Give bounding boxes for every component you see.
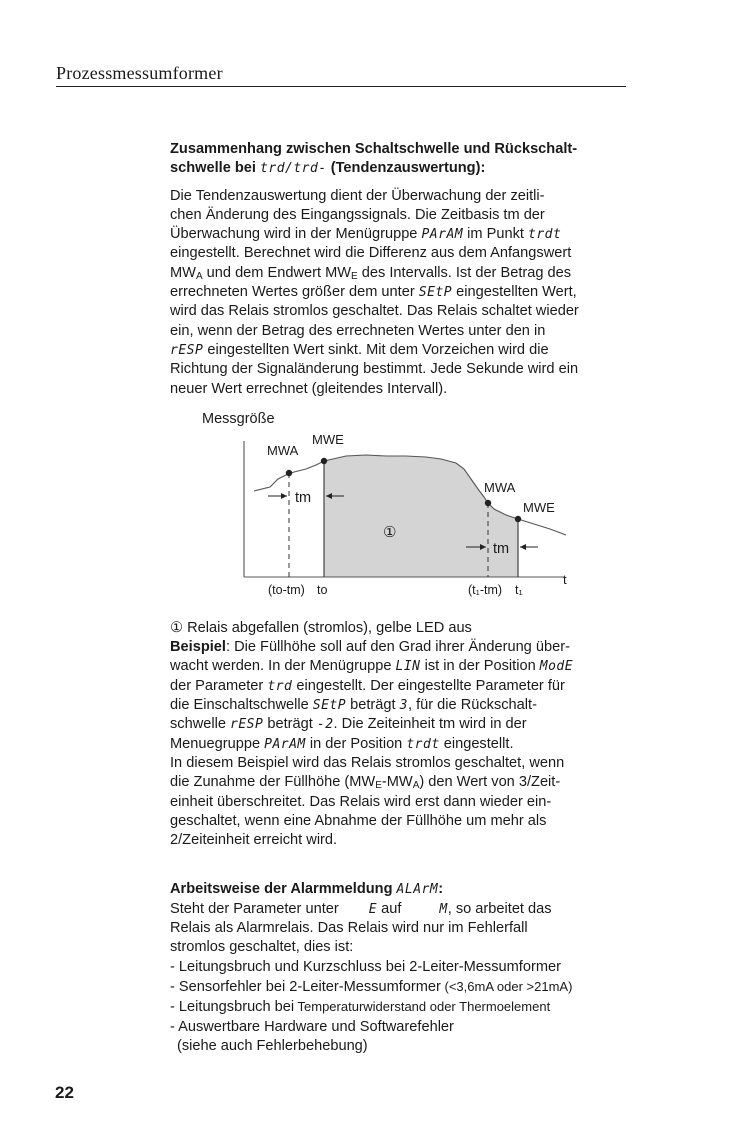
heading-colon: : bbox=[438, 881, 444, 898]
text-line: neuer Wert errechnet (gleitendes Intervall). bbox=[170, 380, 448, 397]
tm-label-1: tm bbox=[295, 489, 312, 506]
section3-paragraph bbox=[170, 880, 625, 1056]
text-line: Richtung der Signaländerung bestimmt. Jede Sekunde wird ein bbox=[170, 361, 579, 378]
text-line: eingestellten Wert sinkt. Mit dem Vorzeichen wird die bbox=[203, 341, 549, 358]
section1-paragraph bbox=[170, 187, 625, 399]
y-axis-label: Messgröße bbox=[202, 410, 275, 427]
text-line: . Die Zeiteinheit tm wird in der bbox=[333, 716, 527, 733]
text-line: 2/Zeiteinheit erreicht wird. bbox=[170, 832, 338, 849]
mwe-label-1: MWE bbox=[312, 431, 344, 447]
bullet-item: - Leitungsbruch und Kurzschluss bei 2-Leiter-Messumformer bbox=[170, 958, 561, 975]
tm-label-2: tm bbox=[493, 540, 510, 557]
text-line: eingestellt. Der eingestellte Parameter für bbox=[292, 677, 565, 694]
text-line: Die Tendenzauswertung dient der Überwachung der zeitli- bbox=[170, 187, 545, 204]
text-line: : Die Füllhöhe soll auf den Grad ihrer Änderung über- bbox=[225, 639, 570, 656]
alarm-heading: Arbeitsweise der Alarmmeldung bbox=[170, 881, 397, 898]
lcd-code: -2 bbox=[316, 717, 334, 733]
mwe-point-1 bbox=[321, 458, 327, 464]
mwa-label-2: MWA bbox=[484, 479, 516, 495]
lcd-code: ModE bbox=[539, 659, 574, 675]
text-line: der Parameter bbox=[170, 677, 268, 694]
text-line: errechneten Wertes größer dem unter bbox=[170, 284, 419, 301]
bullet-item: (siehe auch Fehlerbehebung) bbox=[177, 1037, 368, 1054]
text-line: , für die Rückschalt- bbox=[407, 697, 537, 714]
text-line: ) den Wert von 3/Zeit- bbox=[419, 774, 561, 791]
text-line: geschaltet, wenn eine Abnahme der Füllhöhe um mehr als bbox=[170, 812, 547, 829]
lcd-code: rESP bbox=[230, 717, 264, 733]
heading-line-2: schwelle bei bbox=[170, 160, 261, 177]
lcd-code: 3 bbox=[399, 698, 408, 714]
bullet-item-detail: (<3,6mA oder >21mA) bbox=[440, 978, 573, 994]
lcd-code: trd/trd- bbox=[260, 161, 327, 177]
text-line: in der Position bbox=[305, 735, 407, 752]
lcd-code: SEtP bbox=[418, 285, 453, 301]
text-line: -MW bbox=[381, 774, 413, 791]
x-axis-label: t bbox=[563, 571, 567, 587]
heading-line-2-end: (Tendenzauswertung): bbox=[326, 160, 486, 177]
subscript: A bbox=[195, 270, 203, 282]
text-line: Steht der Parameter unter bbox=[170, 900, 339, 917]
text-line: stromlos geschaltet, dies ist: bbox=[170, 939, 354, 956]
mwa-label-1: MWA bbox=[267, 442, 299, 458]
text-line: die Einschaltschwelle bbox=[170, 697, 313, 714]
page-number: 22 bbox=[55, 1083, 74, 1102]
lcd-code: PArAM bbox=[264, 736, 306, 752]
text-line: In diesem Beispiel wird das Relais stromlos geschaltet, wenn bbox=[170, 754, 565, 771]
lcd-code: E bbox=[368, 901, 378, 917]
lcd-code: ALArM bbox=[396, 882, 439, 898]
text-line: auf bbox=[377, 900, 402, 917]
text-line: wacht werden. In der Menügruppe bbox=[170, 658, 396, 675]
lcd-code: PArAM bbox=[421, 227, 464, 243]
x-tick-t1: t₁ bbox=[515, 582, 523, 597]
lcd-code: SEtP bbox=[312, 698, 347, 714]
mwa-point-1 bbox=[286, 470, 292, 476]
lcd-code: LIN bbox=[395, 659, 421, 675]
text-line: beträgt bbox=[346, 697, 400, 714]
text-line: eingestellt. Berechnet wird die Differenz aus dem Anfangswert bbox=[170, 245, 572, 262]
arrowhead bbox=[520, 544, 526, 550]
text-line: die Zunahme der Füllhöhe (MW bbox=[170, 774, 376, 791]
x-tick-t1-tm: (t₁-tm) bbox=[468, 582, 503, 597]
section1-heading bbox=[170, 140, 625, 179]
text-line: Relais als Alarmrelais. Das Relais wird nur im Fehlerfall bbox=[170, 920, 528, 937]
text-line: eingestellten Wert, bbox=[452, 284, 577, 301]
text-line: , so arbeitet das bbox=[447, 900, 552, 917]
section2-paragraph bbox=[170, 638, 625, 850]
figure-caption: ① Relais abgefallen (stromlos), gelbe LED aus bbox=[170, 619, 472, 636]
subscript: E bbox=[375, 780, 382, 792]
x-tick-to-tm: (to-tm) bbox=[268, 582, 305, 597]
mwe-label-2: MWE bbox=[523, 499, 555, 515]
text-line: wird das Relais stromlos geschaltet. Das Relais schaltet wieder bbox=[170, 303, 579, 320]
example-label: Beispiel bbox=[170, 639, 226, 656]
heading-line-1: Zusammenhang zwischen Schaltschwelle und Rückschalt- bbox=[170, 141, 578, 157]
area-marker: ① bbox=[383, 522, 397, 541]
text-line: beträgt bbox=[263, 716, 317, 733]
text-line: Menuegruppe bbox=[170, 735, 265, 752]
bullet-item: - Sensorfehler bei 2-Leiter-Messumformer bbox=[170, 978, 441, 995]
lcd-code: trd bbox=[267, 678, 293, 694]
x-tick-to: to bbox=[317, 582, 328, 597]
lcd-code: trdt bbox=[528, 227, 562, 243]
text-line: MW bbox=[170, 264, 196, 281]
text-line: ist in der Position bbox=[420, 658, 540, 675]
text-line: eingestellt. bbox=[439, 735, 514, 752]
mwe-point-2 bbox=[515, 516, 521, 522]
arrowhead bbox=[281, 493, 287, 499]
subscript: A bbox=[412, 780, 420, 792]
subscript: E bbox=[351, 270, 358, 282]
tendency-diagram bbox=[166, 399, 625, 619]
page-content bbox=[170, 140, 625, 1056]
lcd-code: rESP bbox=[170, 342, 204, 358]
bullet-item: - Leitungsbruch bei bbox=[170, 999, 295, 1016]
text-line: einheit überschreitet. Das Relais wird erst dann wieder ein- bbox=[170, 793, 552, 810]
text-line: schwelle bbox=[170, 716, 231, 733]
mwa-point-2 bbox=[485, 500, 491, 506]
relay-off-area bbox=[324, 455, 518, 577]
text-line: Überwachung wird in der Menügruppe bbox=[170, 226, 422, 243]
bullet-item: - Auswertbare Hardware und Softwarefehler bbox=[170, 1018, 454, 1035]
lcd-code: M bbox=[439, 901, 448, 917]
bullet-item-detail: Temperaturwiderstand oder Thermoelement bbox=[294, 999, 551, 1015]
header-title: Prozessmessumformer bbox=[56, 63, 223, 83]
text-line: und dem Endwert MW bbox=[202, 264, 352, 281]
text-line: des Intervalls. Ist der Betrag des bbox=[357, 264, 572, 281]
lcd-code: trdt bbox=[406, 736, 440, 752]
text-line: im Punkt bbox=[463, 226, 529, 243]
diagram-svg bbox=[166, 399, 586, 619]
text-line: ein, wenn der Betrag des errechneten Wertes unter den in bbox=[170, 322, 546, 339]
running-header bbox=[56, 60, 626, 87]
text-line: chen Änderung des Eingangssignals. Die Zeitbasis tm der bbox=[170, 206, 545, 223]
